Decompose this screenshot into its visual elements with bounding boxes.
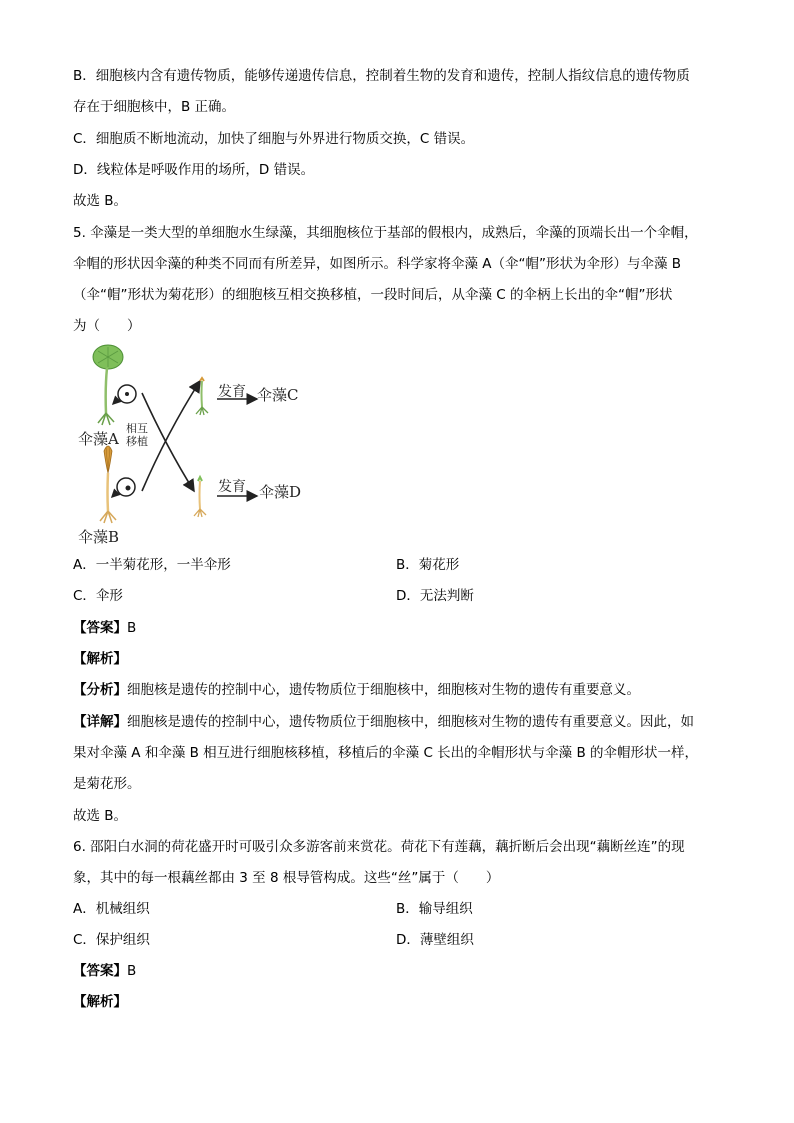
- label-alga-b: 伞藻B: [78, 528, 120, 546]
- q5-stem-line-2: 伞帽的形状因伞藻的种类不同而有所差异，如图所示。科学家将伞藻 A（伞“帽”形状为伞形）与伞藻 B: [73, 256, 682, 272]
- label-alga-c: 伞藻C: [257, 386, 299, 404]
- option-c-text: C．细胞质不断地流动，加快了细胞与外界进行物质交换，C 错误。: [73, 131, 475, 147]
- q5-xiangjie-line-2: 果对伞藻 A 和伞藻 B 相互进行细胞核移植，移植后的伞藻 C 长出的伞帽形状与伞藻 B 的伞帽形状一样，: [73, 745, 699, 761]
- prev-conclusion: 故选 B。: [73, 193, 128, 209]
- q5-analysis-tag: 【解析】: [73, 651, 127, 667]
- option-b-line-1: B．细胞核内含有遗传物质，能够传递遗传信息，控制着生物的发育和遗传，控制人指纹信息的遗传物质: [73, 68, 690, 84]
- q5-xiangjie-line-1: [73, 712, 694, 732]
- q5-option-c: C．伞形: [73, 588, 123, 604]
- q5-xiangjie-line-3: 是菊花形。: [73, 776, 141, 792]
- q5-stem-line-3: （伞“帽”形状为菊花形）的细胞核互相交换移植，一段时间后，从伞藻 C 的伞柄上长出的伞“帽”形状: [73, 287, 673, 303]
- q5-conclusion: 故选 B。: [73, 808, 128, 824]
- fenxi-tag: 【分析】: [73, 682, 127, 698]
- q5-option-b: B．菊花形: [396, 557, 460, 573]
- label-develop-1: 发育: [218, 384, 246, 400]
- label-develop-2: 发育: [218, 479, 246, 495]
- q5-option-a: A．一半菊花形，一半伞形: [73, 557, 231, 573]
- fenxi-text: 细胞核是遗传的控制中心，遗传物质位于细胞核中，细胞核对生物的遗传有重要意义。: [127, 682, 640, 698]
- option-b-line-2: 存在于细胞核中，B 正确。: [73, 99, 236, 115]
- q6-option-b: B．输导组织: [396, 901, 473, 917]
- arrow-a-to-d: [142, 393, 194, 491]
- alga-a-illustration: [93, 345, 123, 425]
- q6-option-a: A．机械组织: [73, 901, 150, 917]
- q6-option-d: D．薄壁组织: [396, 932, 474, 948]
- q5-stem-line-1: 5. 伞藻是一类大型的单细胞水生绿藻，其细胞核位于基部的假根内，成熟后，伞藻的顶端长出一个伞帽，: [73, 225, 698, 241]
- q5-stem-line-4: 为（ ）: [73, 318, 141, 334]
- alga-d-illustration: [194, 477, 206, 517]
- q6-option-c: C．保护组织: [73, 932, 150, 948]
- q5-option-d: D．无法判断: [396, 588, 474, 604]
- answer-tag: 【答案】: [73, 963, 127, 979]
- q5-answer: [73, 618, 136, 638]
- nucleus-transplant-figure: [72, 343, 332, 548]
- label-swap-2: 移植: [126, 435, 148, 448]
- answer-tag: 【答案】: [73, 620, 127, 636]
- option-d-text: D．线粒体是呼吸作用的场所，D 错误。: [73, 162, 315, 178]
- label-alga-d: 伞藻D: [259, 483, 302, 501]
- q6-answer: [73, 961, 136, 981]
- xiangjie-tag: 【详解】: [73, 714, 127, 730]
- arrow-b-to-c: [142, 381, 200, 491]
- alga-b-illustration: [100, 446, 116, 523]
- xiangjie-text-1: 细胞核是遗传的控制中心，遗传物质位于细胞核中，细胞核对生物的遗传有重要意义。因此，如: [127, 714, 694, 730]
- label-alga-a: 伞藻A: [78, 430, 119, 448]
- answer-value: B: [127, 963, 137, 979]
- q6-analysis-tag: 【解析】: [73, 994, 127, 1010]
- q6-stem-line-2: 象，其中的每一根藕丝都由 3 至 8 根导管构成。这些“丝”属于（ ）: [73, 870, 500, 886]
- q5-fenxi: [73, 680, 640, 700]
- label-swap-1: 相互: [126, 422, 148, 435]
- answer-value: B: [127, 620, 137, 636]
- q6-stem-line-1: 6. 邵阳白水洞的荷花盛开时可吸引众多游客前来赏花。荷花下有莲藕，藕折断后会出现“藕断丝连”的现: [73, 839, 685, 855]
